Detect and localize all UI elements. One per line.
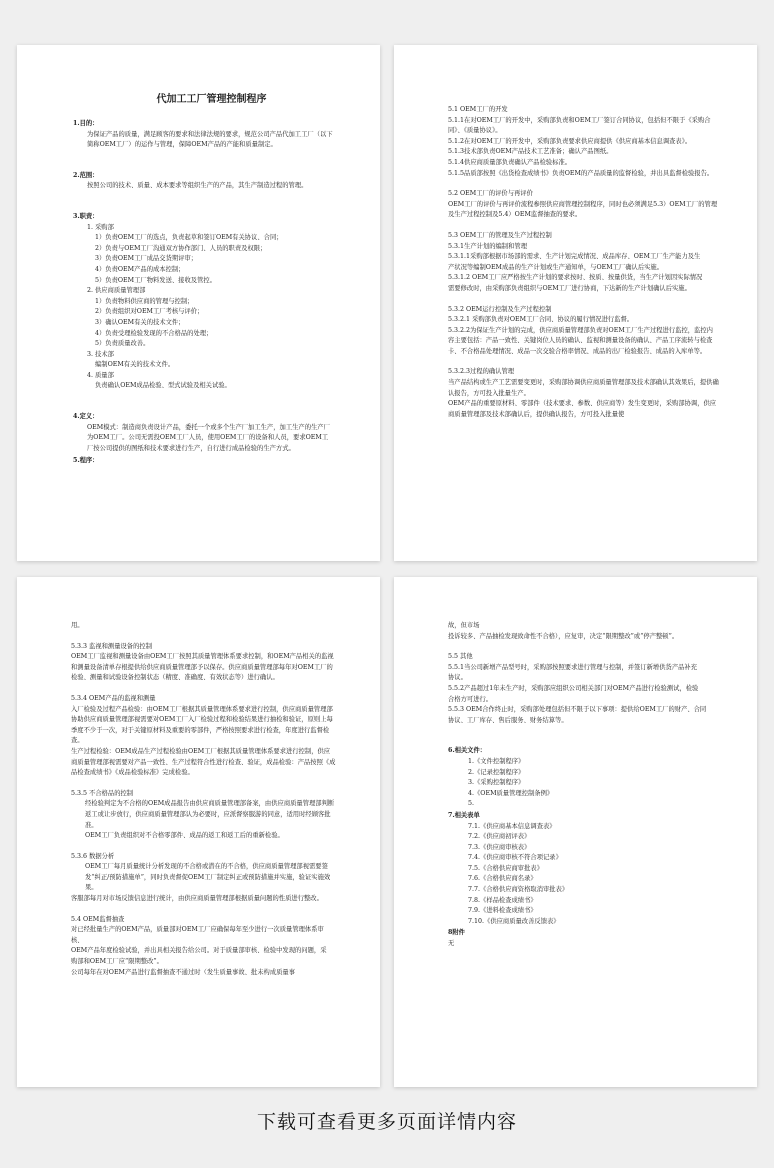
text-line: 5.1.4供应商质量部负责确认产品检验标准。: [448, 158, 572, 166]
list-item: 7.6.《合格供应商名录》: [468, 875, 537, 883]
text-line: 5.3.2.3过程的确认管理: [448, 368, 515, 376]
duty-line: 4）负责受理检验发现的不合格品的处理；: [95, 329, 213, 337]
section-scope-title: 2.范围：: [73, 171, 99, 179]
text-line: 合格方可进行。: [448, 695, 493, 703]
section-purpose-text: 为保证产品的质量，满足顾客的要求和法律法规的要求，规范公司产品代加工工厂（以下简称OEM工厂）的运作与管理，保障OEM产品的产能和质量制定。: [87, 130, 333, 149]
document-title: 代加工工厂管理控制程序: [156, 94, 267, 105]
text-line: 5.3.2.1 采购部负责对OEM工厂合同、协议的履行情况进行监督。: [448, 316, 634, 324]
text-line: 5.1.5品质部按照《出货检查成绩书》负责OEM的产品质量的监督检验，并出具监督检验报告。: [448, 169, 714, 177]
text-line: 5.3.6 数据分析: [71, 852, 115, 860]
section-duties-list: [73, 223, 334, 393]
text-line: 客服部每月对市场反馈信息进行统计，由供应商质量管理部根据质量问题的性质进行整改。: [71, 895, 323, 903]
related-forms-list: [448, 822, 721, 928]
text-line: 生产过程检验：OEM成品生产过程检验由OEM工厂根据其质量管理体系要求进行控制，供应商质量管理部视需要对产品一致性、生产过程符合性进行检查、验证，成品检验：产品按照《成品检查成绩书》《成品检验标准》完成检验。: [71, 747, 336, 777]
duty-line: 编制OEM有关的技术文件。: [95, 361, 175, 369]
page-3-text: [71, 621, 336, 978]
document-page-3: [17, 577, 380, 1087]
text-line: 5.3.1.2 OEM工厂应严格按生产计划的要求按时、按质、按量供货，当生产计划因实际情况: [448, 274, 703, 282]
document-page-1: [17, 45, 380, 561]
list-item: 7.4.《供应商审核不符合项记录》: [468, 854, 562, 862]
list-item: 7.7.《合格供应商资格取消审批表》: [468, 886, 569, 894]
duty-line: 5）负责质量改善。: [95, 340, 150, 348]
text-line: 故，但市场: [448, 622, 480, 629]
list-item: 7.5.《合格供应商审批表》: [468, 864, 543, 872]
text-line: 5.4 OEM监督抽查: [71, 915, 125, 923]
duty-line: 1）负责OEM工厂的选点，负责起草和签订OEM有关协议、合同；: [95, 234, 283, 242]
duty-line: 4. 质量部: [87, 371, 114, 379]
page-4-text: [448, 621, 721, 726]
text-line: 对已经批量生产的OEM产品，质量部对OEM工厂应确保每年至少进行一次质量管理体系审核、: [71, 926, 324, 944]
duty-line: 4）负责OEM产品的成本控制；: [95, 265, 185, 273]
text-line: 投诉较多、产品抽检发现致命性不合格），应复审，决定“限期整改”或“停产整顿”。: [448, 632, 679, 640]
text-line: 5.3 OEM工厂的管理及生产过程控制: [448, 231, 552, 239]
text-line: 5.5.3 OEM合作终止时，采购部处理包括但不限于以下事项：提供给OEM工厂的财产、合同: [448, 706, 707, 714]
duty-line: 3. 技术部: [87, 350, 114, 358]
section-related-forms-title: 7.相关表单: [448, 811, 480, 819]
list-item: 1.《文件控制程序》: [468, 757, 525, 765]
text-line: 需要修改时，由采购部负责组织与OEM工厂进行协商，下达新的生产计划确认后实施。: [448, 284, 691, 292]
list-item: 7.8.《样品检查成绩书》: [468, 896, 537, 904]
section-attachments-text: 无: [448, 940, 455, 948]
text-line: 5.1.1在对OEM工厂的开发中，采购部负责和OEM工厂签订合同协议，包括但不限于《采购合同》、《质量协议》。: [448, 116, 711, 135]
text-line: 协议、工厂库存、售后服务、财务结算等。: [448, 716, 568, 724]
duty-line: 1. 采购部: [87, 223, 114, 231]
text-line: 5.3.3 监视和测量设备的控制: [71, 642, 152, 650]
section-scope-text: 按照公司的技术、质量、成本要求等组织生产的产品，其生产制造过程的管理。: [87, 182, 308, 190]
document-page-4: [394, 577, 757, 1087]
list-item: 2.《记录控制程序》: [468, 768, 525, 776]
text-line: 入厂检验及过程产品检验：由OEM工厂根据其质量管理体系要求进行控制，供应商质量管理部协助供应商质量管理部视需要对OEM工厂入厂检验过程和检验结果进行抽检和验证，原则上每季度不少于一次，对于关键原材料及重要的零部件，严格按照要求进行检查，年度进行监督检查。: [71, 705, 333, 745]
text-line: 5.1.2在对OEM工厂的开发中，采购部负责要求供应商提供《供应商基本信息调查表》。: [448, 137, 692, 145]
duty-line: 负责确认OEM成品检验、型式试验及相关试验。: [95, 382, 231, 390]
document-page-2: [394, 45, 757, 561]
text-line: 5.5.1当公司新增产品型号时，采购部按照要求进行管理与控制，并签订新增供货产品补充: [448, 663, 698, 671]
duty-line: 5）负责OEM工厂物料发送、接收及管控。: [95, 276, 216, 284]
section-related-docs-title: 6.相关文件：: [448, 747, 487, 755]
duty-line: 2）负责与OEM工厂沟通双方协作部门、人员的职责及权限；: [95, 244, 267, 252]
text-line: 5.3.1生产计划的编制和管理: [448, 242, 527, 250]
text-line: OEM工厂负责组织对不合格零部件、成品的返工和返工后的重新检验。: [85, 832, 284, 840]
text-line: 5.1 OEM工厂的开发: [448, 106, 508, 113]
text-line: 5.5 其他: [448, 653, 473, 661]
section-purpose-title: 1.目的：: [73, 120, 99, 127]
text-line: OEM产品的重要原材料、零部件（技术要求、参数、供应商等）发生变更时，采购部协调，供应商质量管理部及技术部确认后，提供确认报告，方可投入批量使: [448, 400, 717, 418]
duty-line: 3）负责OEM工厂成品交货期评审；: [95, 255, 198, 263]
list-item: 7.3.《供应商审核表》: [468, 843, 531, 851]
list-item: 4.《OEM质量管理控制条例》: [468, 789, 554, 797]
text-line: 5.1.3技术部负责OEM产品技术工艺准备；确认产品图纸。: [448, 148, 613, 156]
text-line: OEM产品年度检验试验，并出具相关报告给公司。对于质量部审核、检验中发现的问题，采: [71, 947, 327, 955]
list-item: 7.1.《供应商基本信息调查表》: [468, 822, 556, 830]
text-line: OEM工厂的评价与再评价流程参照供应商管理控制程序，同时也必须满足5.3）OEM工厂的管理及生产过程控制及5.4）OEM监督抽查的要求。: [448, 200, 718, 219]
section-attachments-title: 8附件: [448, 929, 465, 937]
text-line: 购部和OEM工厂应“限期整改”。: [71, 958, 163, 966]
duty-line: 1）负责物料供应商的管理与控制；: [95, 297, 194, 305]
duty-line: 2）负责组织对OEM工厂考核与评价；: [95, 308, 204, 316]
list-item: 3.《采购控制程序》: [468, 779, 525, 787]
list-item: 5.: [468, 800, 475, 808]
text-line: 公司每年在对OEM产品进行监督抽查不通过时（发生质量事故、批未构成质量事: [71, 968, 296, 976]
text-line: 经检验判定为不合格的OEM成品报告由供应商质量管理部备案，由供应商质量管理部判断返工或让步放行，供应商质量管理部认为必要时，应派督察服游的同意，适用时经顾客批准。: [85, 800, 335, 829]
list-item: 7.2.《供应商初评表》: [468, 833, 531, 841]
related-docs-list: [448, 757, 721, 810]
text-line: 5.5.2产品超过1年未生产时，采购部应组织公司相关部门对OEM产品进行检验测试，检验: [448, 684, 699, 692]
text-line: 产状况等编制OEM成品的生产计划或生产通知单，与OEM工厂确认后实施。: [448, 263, 664, 271]
text-line: 当产品结构或生产工艺需要变更时，采购部协调供应商质量管理部及技术部确认其效果后，提供确认报告，方可投入批量生产。: [448, 379, 719, 397]
text-line: 5.3.5 不合格品的控制: [71, 789, 134, 797]
text-line: 协议。: [448, 674, 467, 682]
text-line: 5.3.2.2为保证生产计划的完成，供应商质量管理部负责对OEM工厂生产过程进行监控，监控内容主要包括：产品一致性、关键岗位人员的确认、监视和测量设备的确认、产品工序流转与检查卡、不合格品处理情况、成品一次交验合格率情况、成品的出厂检验报告、成品的入库单等。: [448, 326, 713, 355]
section-procedure-title: 5.程序：: [73, 457, 99, 465]
text-line: OEM工厂每月质量统计分析发现的不合格或潜在的不合格，供应商质量管理部视需要签发“纠正/预防措施单”，同时负责督促OEM工厂制定纠正或预防措施并实施，验证实施效果。: [85, 863, 331, 892]
text-line: OEM工厂监视和测量设备由OEM工厂按照其质量管理体系要求控制，和OEM产品相关的监视和测量设备清单存根提供给供应商质量管理部予以保存。供应商质量管理部每年对OEM工厂的检验、测量和试验设备控制状态（精度、准确度、有效状态等）进行确认。: [71, 653, 334, 682]
text-line: 5.3.4 OEM产品的监视和测量: [71, 694, 156, 702]
section-duties-title: 3.职责：: [73, 212, 99, 220]
page-2-text: [448, 105, 719, 420]
duty-line: 2. 供应商质量管理部: [87, 287, 146, 295]
text-line: 用。: [71, 622, 84, 629]
section-definition-title: 4.定义：: [73, 413, 99, 421]
text-line: 5.3.2 OEM运行控制及生产过程控制: [448, 305, 552, 313]
section-definition-text: OEM模式：制造商负责设计产品，委托一个或多个生产厂加工生产，加工生产的生产厂为OEM工厂。公司无需投OEM工厂人员，使用OEM工厂的设备和人员，要求OEM工厂按公司提供的图纸和技术要求进行生产，自行进行成品检验的生产方式。: [87, 423, 330, 452]
text-line: 5.2 OEM工厂的评价与再评价: [448, 190, 533, 198]
list-item: 7.9.《进料检查成绩书》: [468, 907, 537, 915]
download-more-banner[interactable]: 下载可查看更多页面详情内容: [256, 1111, 517, 1133]
list-item: 7.10.《供应商质量改善反馈表》: [468, 917, 560, 925]
text-line: 5.3.1.1采购部根据市场部的需求、生产计划完成情况、成品库存、OEM工厂生产能力及生: [448, 253, 701, 261]
duty-line: 3）确认OEM有关的技术文件；: [95, 318, 185, 326]
